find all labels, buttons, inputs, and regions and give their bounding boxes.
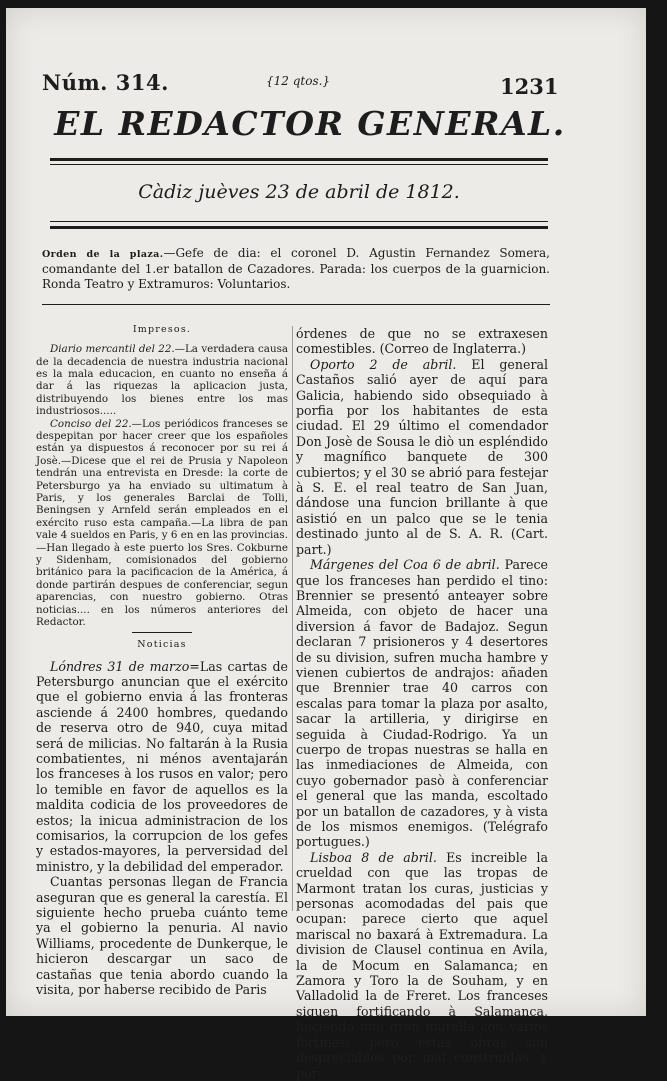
noticias-p1-text: =Las cartas de Petersburgo anuncian que el exército que el gobierno envia á las fronteras asciende á 2400 hombres, quedando de reserva otro de 940, cuya mitad será de milicias. No faltarán à la Rusia combatientes, ni ménos aventajarán los franceses à los rusos en valor; pero lo temible en favor de aquellos es la maldita codicia de los proveedores de estos; la inicua administracion de los comisarios, la corrupcion de los gefes y estados-mayores, la perversidad del ministro, y la debilidad del emperador. [36, 658, 288, 874]
impresos-p1-lead: Diario mercantil del 22. [50, 343, 175, 356]
right-column [296, 326, 548, 1081]
column-divider [292, 326, 293, 911]
dateline-rule-thick [50, 226, 548, 229]
impresos-p2-lead: Conciso del 22. [50, 417, 132, 430]
noticias-p1-lead: Lóndres 31 de marzo [50, 658, 190, 674]
section-divider [132, 632, 192, 633]
issue-price: {12 qtos.} [266, 74, 331, 88]
orden-lead: Orden de la plaza. [42, 249, 164, 260]
coa-paragraph [296, 557, 548, 850]
orden-de-la-plaza [42, 246, 550, 292]
coa-lead: Márgenes del Coa 6 de abril. [310, 557, 500, 573]
newspaper-page [6, 8, 646, 1081]
oporto-paragraph [296, 357, 548, 557]
dateline-rule-thin [50, 221, 548, 222]
coa-text: Parece que los franceses han perdido el tino: Brennier se presentó anteayer sobre Almeida, con objeto de hacer una diversion á favor de Badajoz. Segun declaran 7 prisioneros y 4 desertores de su division, sufren mucha hambre y vienen cubiertos de andrajos: añaden que Brennier trae 40 carros con escalas para tomar la plaza por asalto, sacar la artilleria, y dirigirse en seguida à Ciudad-Rodrigo. Ya un cuerpo de tropas nuestras se halla en las inmediaciones de Almeida, con cuyo gobernador pasò à conferenciar el general que las manda, escoltado por un batallon de cazadores, y à vista de los mismos enemigos. (Telégrafo portugues.) [296, 557, 548, 850]
dateline: Càdiz juèves 23 de abril de 1812. [138, 181, 460, 203]
lisboa-paragraph [296, 850, 548, 1081]
section-rule [42, 304, 550, 305]
page-number: 1231 [500, 74, 559, 99]
noticias-heading: Noticias [137, 639, 187, 651]
masthead-rule-top [50, 158, 548, 161]
lisboa-text: Es increible la crueldad con que las tropas de Marmont tratan los curas, justicias y personas acomodadas del pais que ocupan: parece cierto que aquel mariscal no baxará à Extremadura. La division de Clausel continua en Avila, la de Mocum en Salamanca; en Zamora y Toro la de Souham, y en Valladolid la de Freret. Los franceses siguen fortificando à Salamanca, haciendo una gran muralla con varios fortines; pero estas obras son despreciables por mal construidas, y por- [296, 849, 548, 1081]
impresos-paragraph-2 [36, 418, 288, 629]
issue-number: Núm. 314. [42, 70, 169, 95]
impresos-p2-text: —Los periódicos franceses se despepitan por hacer creer que los españoles están ya dispuestos á reconocer por su rei á Josè.—Dicese que el rei de Prusia y Napoleon tendrán una entrevista en Dresde: la corte de Petersburgo ya ha enviado su ultimatum à Paris, y los generales Barclai de Tolli, Beningsen y Arnfeld serán empleados en el exército ruso esta campaña.—La libra de pan vale 4 sueldos en Paris, y 6 en en las provincias.—Han llegado à este puerto los Sres. Cokburne y Sidenham, comisionados del gobierno británico para la pacificacion de la América, á donde partirán despues de conferenciar, segun aparencias, con nuestro gobierno. Otras noticias.... en los números anteriores del Redactor. [36, 417, 289, 629]
noticias-paragraph-2: Cuantas personas llegan de Francia aseguran que es general la carestía. El siguiente hecho prueba cuánto teme ya el gobierno la penuria. Al navio Williams, procedente de Dunkerque, le hicieron descargar un saco de castañas que tenia abordo cuando la visita, por haberse recibido de Paris [36, 874, 288, 998]
masthead-rule-thin [50, 164, 548, 165]
orden-text: —Gefe de dia: el coronel D. Agustin Fernandez Somera, comandante del 1.er batallon de Cazadores. Parada: los cuerpos de la guarnicion. Ronda Teatro y Extramuros: Voluntarios. [42, 246, 550, 291]
left-column [36, 320, 288, 997]
impresos-heading: Impresos. [132, 324, 192, 335]
newspaper-title: EL REDACTOR GENERAL. [54, 104, 566, 143]
impresos-paragraph-1 [36, 343, 288, 417]
oporto-text: El general Castaños salió ayer de aquí para Galicia, habiendo sido obsequiado à porfia por los habitantes de esta ciudad. El 29 último el comendador Don Josè de Sousa le diò un espléndido y magnífico banquete de 300 cubiertos; y el 30 se abrió para festejar à S. E. el real teatro de San Juan, dándose una funcion brillante à que asistió en un palco que se le tenia destinado junto al de S. A. R. (Cart. part.) [296, 356, 548, 557]
continuation-paragraph: órdenes de que no se extraxesen comestibles. (Correo de Inglaterra.) [296, 326, 548, 357]
lisboa-lead: Lisboa 8 de abril. [310, 849, 437, 865]
oporto-lead: Oporto 2 de abril. [310, 356, 457, 372]
impresos-p1-text: —La verdadera causa de la decadencia de nuestra industria nacional es la mala educacion, en cuanto no enseña á dar á las riquezas la aplicacion justa, distribuyendo los bienes entre los mas industriosos..... [36, 343, 288, 418]
noticias-paragraph-1 [36, 659, 288, 875]
